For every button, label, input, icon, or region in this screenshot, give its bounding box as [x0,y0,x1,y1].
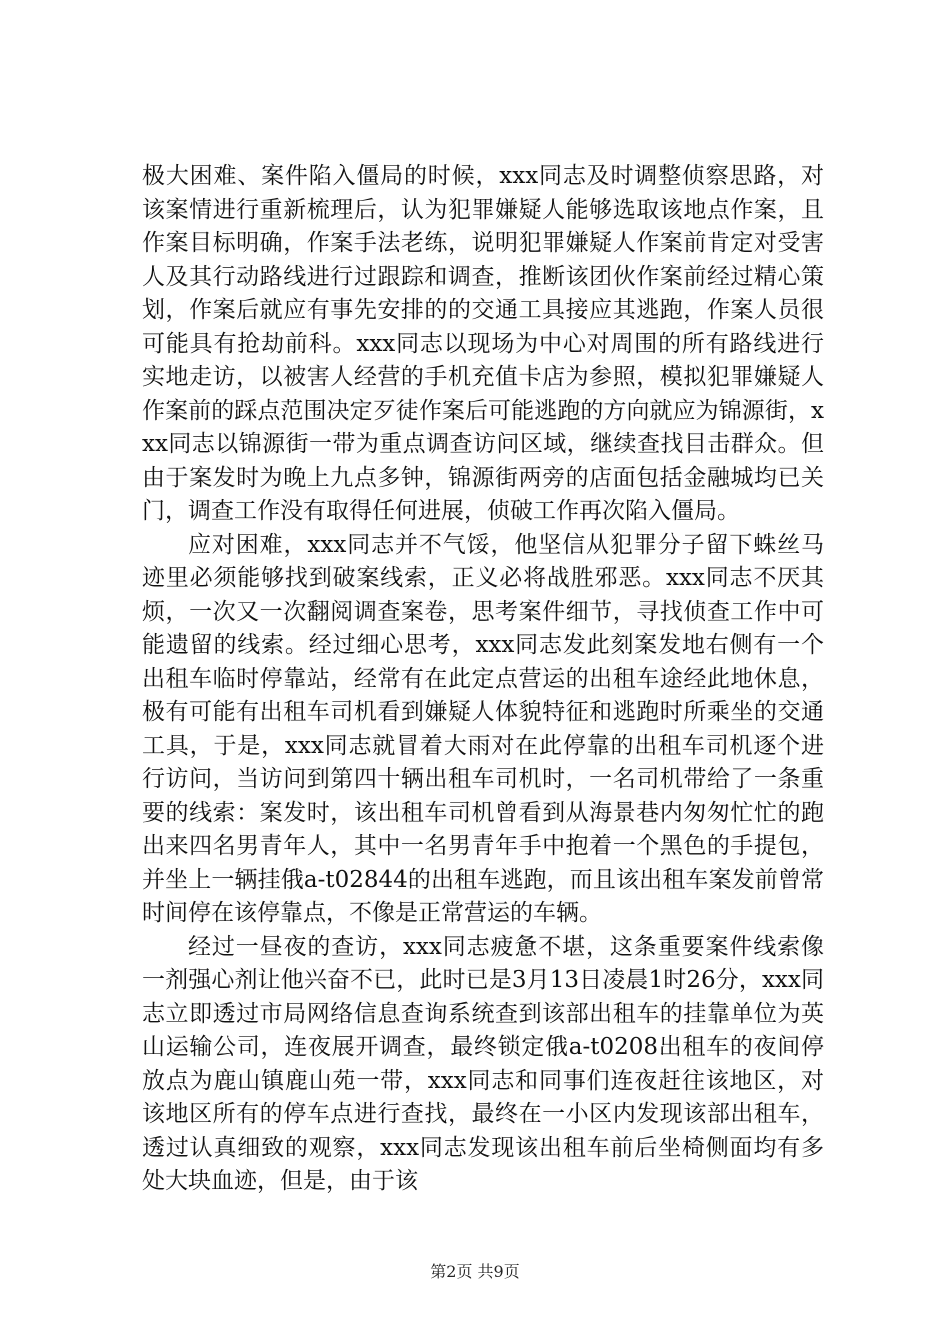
paragraph-2: 应对困难，xxx同志并不气馁，他坚信从犯罪分子留下蛛丝马迹里必须能够找到破案线索，正义必将战胜邪恶。xxx同志不厌其烦，一次又一次翻阅调查案卷，思考案件细节，寻找侦查工作中可能遗留的线索。经过细心思考，xxx同志发此刻案发地右侧有一个出租车临时停靠站，经常有在此定点营运的出租车途经此地休息，极有可能有出租车司机看到嫌疑人体貌特征和逃跑时所乘坐的交通工具，于是，xxx同志就冒着大雨对在此停靠的出租车司机逐个进行访问，当访问到第四十辆出租车司机时，一名司机带给了一条重要的线索：案发时，该出租车司机曾看到从海景巷内匆匆忙忙的跑出来四名男青年人，其中一名男青年手中抱着一个黑色的手提包，并坐上一辆挂俄a-t02844的出租车逃跑，而且该出租车案发前曾常时间停在该停靠点，不像是正常营运的车辆。 [142,531,824,926]
paragraph-1: 极大困难、案件陷入僵局的时候，xxx同志及时调整侦察思路，对该案情进行重新梳理后，认为犯罪嫌疑人能够选取该地点作案，且作案目标明确，作案手法老练，说明犯罪嫌疑人作案前肯定对受害人及其行动路线进行过跟踪和调查，推断该团伙作案前经过精心策划，作案后就应有事先安排的的交通工具接应其逃跑，作案人员很可能具有抢劫前科。xxx同志以现场为中心对周围的所有路线进行实地走访，以被害人经营的手机充值卡店为参照，模拟犯罪嫌疑人作案前的踩点范围决定歹徒作案后可能逃跑的方向就应为锦源街，xxx同志以锦源街一带为重点调查访问区域，继续查找目击群众。但由于案发时为晚上九点多钟，锦源街两旁的店面包括金融城均已关门，调查工作没有取得任何进展，侦破工作再次陷入僵局。 [142,163,824,524]
body-text [142,160,824,1199]
paragraph-3: 经过一昼夜的查访，xxx同志疲惫不堪，这条重要案件线索像一剂强心剂让他兴奋不已，此时已是3月13日凌晨1时26分，xxx同志立即透过市局网络信息查询系统查到该部出租车的挂靠单位为英山运输公司，连夜展开调查，最终锁定俄a-t0208出租车的夜间停放点为鹿山镇鹿山苑一带，xxx同志和同事们连夜赶往该地区，对该地区所有的停车点进行查找，最终在一小区内发现该部出租车，透过认真细致的观察，xxx同志发现该出租车前后坐椅侧面均有多处大块血迹，但是，由于该 [142,933,824,1194]
page-number-footer: 第2页 共9页 [430,1262,520,1281]
